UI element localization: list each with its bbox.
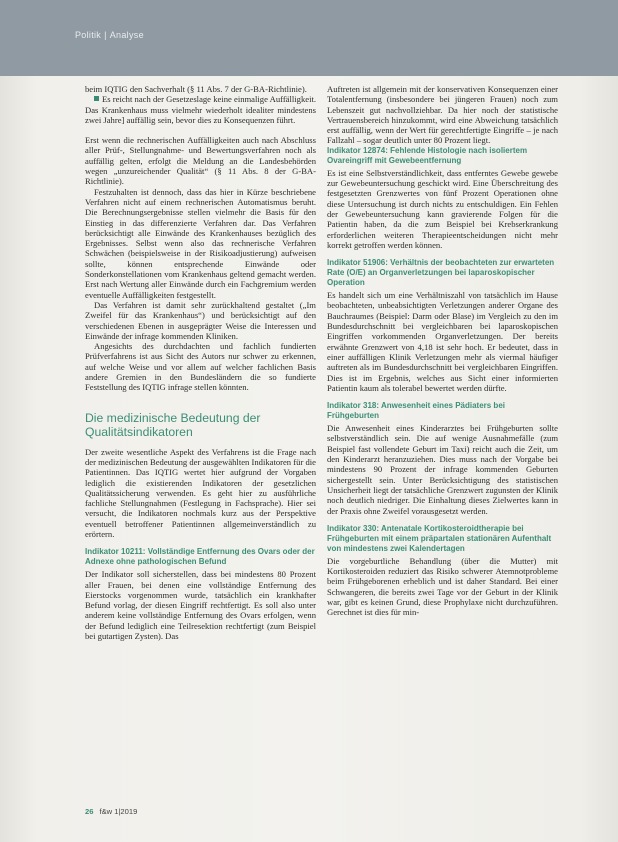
- bullet-square-icon: [94, 96, 99, 101]
- section-separator: |: [104, 30, 107, 40]
- paragraph: Der Indikator soll sicherstellen, dass bei mindestens 80 Prozent aller Frauen, bei denen eine vollständige Entfernung des Eierstocks vorgenommen wurde, tatsächlich ein krankhafter Befund vorlag, der diesen Eingriff rechtfertigt. Es soll also unter anderem keine vollständige Entfernung des Ovars erfolgen, wenn der Befund lediglich eine Teilresektion rechtfertigt (zum Beispiel bei gutartigen Zysten). Das: [85, 569, 316, 642]
- subsection-name: Analyse: [109, 30, 144, 40]
- issue-label: f&w 1|2019: [99, 807, 138, 816]
- paragraph: Angesichts des durchdachten und fachlich fundierten Prüfverfahrens ist aus Sicht des Autors nur schwer zu erkennen, auf welche Weise und vor allem auf welcher fachlichen Basis andere Gremien in den Bundesländern die so fundierte Feststellung des IQTIG infrage stellen könnten.: [85, 341, 316, 393]
- paragraph: Das Verfahren ist damit sehr zurückhaltend gestaltet („Im Zweifel für das Krankenhaus“) und berücksichtigt auf den verschiedenen Ebenen in ausgeprägter Weise die Interessen und Einwände der infrage kommenden Kliniken.: [85, 299, 316, 341]
- indicator-heading: Indikator 330: Antenatale Kortikosteroidtherapie bei Frühgeburten mit einem präpartalen stationären Aufenthalt von mindestens zwei Kalendertagen: [327, 523, 552, 553]
- paragraph: Auftreten ist allgemein mit der konservativen Konsequenzen einer Totalentfernung (insbesondere bei jüngeren Frauen) noch zum Lebenszeit gut nachvollziehbar. Da hier noch der statistische Vertrauensbereich hinzukommt, wird eine Abweichung tatsächlich erst auffällig, wenn der Wert für gerechtfertigte Eingriffe – je nach Fallzahl – sogar deutlich unter 80 Prozent liegt.: [327, 84, 558, 146]
- indicator-heading: Indikator 10211: Vollständige Entfernung des Ovars oder der Adnexe ohne pathologischen Befund: [85, 547, 315, 567]
- left-column: [85, 84, 316, 641]
- right-column: [327, 84, 558, 618]
- paragraph: beim IQTIG den Sachverhalt (§ 11 Abs. 7 der G-BA-Richtlinie).: [85, 84, 307, 94]
- paragraph: Es ist eine Selbstverständlichkeit, dass entferntes Gewebe gewebe zur Gewebeuntersuchung geschickt wird. Eine Überschreitung des festgesetzten Grenzwertes von fünf Prozent Operationen ohne diese Untersuchung ist durch nichts zu entschuldigen. Ein Fehlen der Gewebeuntersuchung kann gravierende Folgen für die Patientin haben, da die zum Beispiel bei Krebserkrankung erforderlichen weiteren Therapieentscheidungen nicht mehr korrekt getroffen werden können.: [327, 167, 558, 250]
- indicator-heading: Indikator 12874: Fehlende Histologie nach isoliertem Ovareingriff mit Gewebeentfernung: [327, 145, 528, 165]
- page-footer: [85, 807, 137, 816]
- paragraph: Erst wenn die rechnerischen Auffälligkeiten auch nach Abschluss aller Prüf-, Stellungnahme- und Bewertungsverfahren noch als auffällig gelten, erfolgt die Meldung an die Landesbehörden wegen „unzureichender Qualität“ (§ 11 Abs. 8 der G-BA-Richtlinie).: [85, 135, 316, 187]
- paragraph: Der zweite wesentliche Aspekt des Verfahrens ist die Frage nach der medizinischen Bedeutung der ausgewählten Indikatoren für die Patientinnen. Das IQTIG wertet hier aufgrund der Vorgaben lediglich die existierenden Indikatoren der gesetzlichen Qualitätssicherung verwenden. Es geht hier zu ausführliche fachliche Stellungnahmen (Festlegung in Fachsprache). Hier sei versucht, die Indikatoren nochmals kurz aus der Perspektive eventuell betroffener Patientinnen allgemeinverständlich zu erörtern.: [85, 446, 316, 539]
- section-label: [75, 30, 144, 40]
- paragraph: Es handelt sich um eine Verhältniszahl von tatsächlich im Hause beobachteten, unbeabsichtigten Verletzungen anderer Organe des Bauchraumes (Beispiel: Darm oder Blase) im Vergleich zu den im Bundesdurchschnitt bei vergleichbaren bei laparoskopischen Eingriffen vorkommenden Organverletzungen. Der bereits erwähnte Grenzwert von 4,18 ist sehr hoch. Er bedeutet, dass in einer auffälligen Klinik Verletzungen mehr als viermal häufiger auftreten als im Bundesdurchschnitt bei vergleichbaren Eingriffen. Dies ist im Ergebnis, welches aus Sicht einer informierten Patientin kaum als tolerabel bewertet werden dürfte.: [327, 290, 558, 393]
- bullet-text: Es reicht nach der Gesetzeslage keine einmalige Auffälligkeit. Das Krankenhaus muss vielmehr wiederholt idealiter mindestens zwei Jahre] auffällig sein, bevor dies zu Konsequenzen führt.: [85, 94, 316, 125]
- paragraph: Festzuhalten ist dennoch, dass das hier in Kürze beschriebene Verfahren nicht auf einem rechnerischen Automatismus beruht. Die Berechnungsergebnisse stellen vielmehr die Basis für den Einstieg in das differenzierte Verfahren dar. Das Verfahren berücksichtigt alle Einwände des Krankenhauses bezüglich des Ergebnisses. Selbst wenn also das rechnerische Verfahren Schwächen (beispielsweise in der Risikoadjustierung) aufweisen sollte, können entsprechende Einwände oder Sonderkonstellationen vom Krankenhaus geltend gemacht werden. Erst nach Wertung aller Einwände durch ein Fachgremium werden eventuelle Auffälligkeiten festgestellt.: [85, 186, 316, 300]
- paragraph: Die vorgeburtliche Behandlung (über die Mutter) mit Kortikosteroiden reduziert das Risiko schwerer Atemnotprobleme beim Frühgeborenen erheblich und ist daher Standard. Bei einer Schwangeren, die bereits zwei Tage vor der Geburt in der Klinik war, gibt es keinen Grund, diese Prophylaxe nicht durchzuführen. Gerechnet ist dies für min-: [327, 555, 558, 618]
- bullet-paragraph: [85, 94, 316, 125]
- header-bar: [0, 0, 618, 76]
- section-heading: Die medizinische Bedeutung der Qualitätsindikatoren: [85, 410, 261, 439]
- page-number: 26: [85, 807, 94, 816]
- indicator-heading: Indikator 318: Anwesenheit eines Pädiaters bei Frühgeburten: [327, 401, 505, 421]
- paragraph: Die Anwesenheit eines Kinderarztes bei Frühgeburten sollte selbstverständlich sein. Die auf wenige Ausnahmefälle (zum Beispiel fast vollendete Geburt im Taxi) reicht auch die Zeit, um den Kinderarzt heranzuziehen. Dies muss nach der Vorgabe bei mindestens 90 Prozent der infrage kommenden Geburten sichergestellt sein. Unter Berücksichtigung des statistischen Unsicherheit liegt der tatsächliche Grenzwert zugunsten der Klinik noch deutlich niedriger. Die Einhaltung dieses Zielwertes kann in der Praxis ohne Zweifel vorausgesetzt werden.: [327, 423, 558, 516]
- indicator-heading: Indikator 51906: Verhältnis der beobachteten zur erwarteten Rate (O/E) an Organverletzungen bei laparoskopischer Operation: [327, 258, 555, 288]
- section-name: Politik: [75, 30, 102, 40]
